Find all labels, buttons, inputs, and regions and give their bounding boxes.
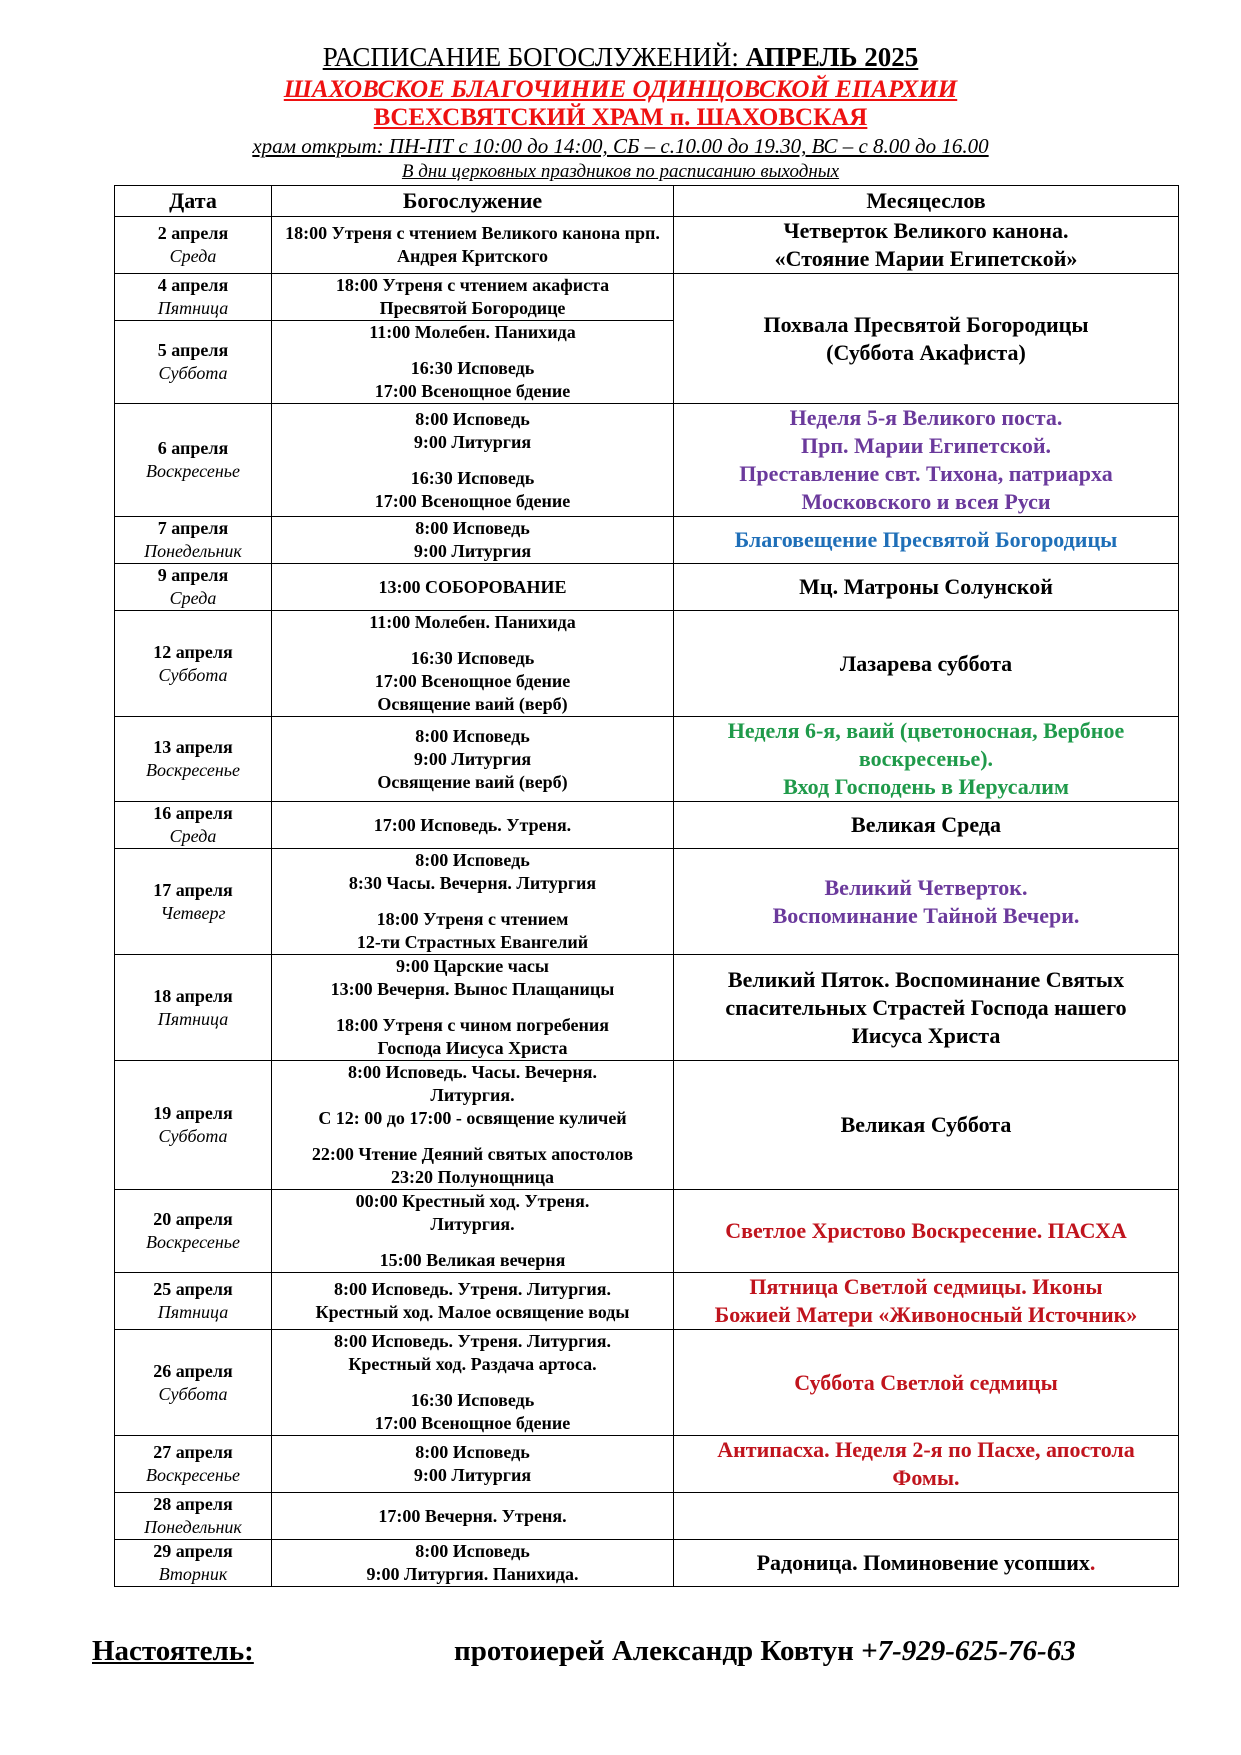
calendar-line (678, 488, 1174, 516)
service-line: 18:00 Утреня с чтением Великого канона прп. Андрея Критского (285, 223, 660, 266)
weekday-text: Вторник (158, 1564, 228, 1584)
calendar-line (678, 994, 1174, 1022)
calendar-text: Великая Среда (851, 812, 1001, 837)
column-header-service: Богослужение (272, 186, 674, 217)
date-cell (115, 1436, 272, 1493)
service-line: 8:00 Исповедь (415, 1541, 530, 1561)
rector-info (454, 1635, 1076, 1668)
calendar-line (678, 717, 1174, 745)
calendar-text: Неделя 6-я, ваий (цветоносная, Вербное (727, 718, 1125, 743)
service-line: 17:00 Всенощное бдение (374, 381, 571, 401)
date-cell (115, 611, 272, 717)
service-line: 8:00 Исповедь (415, 518, 530, 538)
calendar-line (678, 811, 1174, 839)
service-cell (272, 321, 674, 404)
date-cell (115, 517, 272, 564)
calendar-cell (674, 1273, 1179, 1330)
church-title: ВСЕХСВЯТСКИЙ ХРАМ п. ШАХОВСКАЯ (373, 104, 868, 131)
calendar-cell (674, 564, 1179, 611)
calendar-text: Великий Пяток. Воспоминание Святых (727, 966, 1125, 992)
calendar-line (678, 217, 1174, 245)
calendar-text: Фомы. (892, 1465, 960, 1490)
service-line: 8:00 Исповедь (415, 850, 530, 870)
calendar-line (678, 1022, 1174, 1050)
service-cell (272, 717, 674, 802)
date-cell (115, 1061, 272, 1190)
date-text: 9 апреля (157, 565, 229, 585)
service-line: 8:00 Исповедь. Часы. Вечерня. (347, 1062, 598, 1082)
table-row (115, 217, 1179, 274)
calendar-cell (674, 1190, 1179, 1273)
service-line: 00:00 Крестный ход. Утреня. (355, 1191, 590, 1211)
table-row (115, 955, 1179, 1061)
rector-phone: +7-929-625-76-63 (861, 1635, 1076, 1667)
weekday-text: Суббота (158, 363, 228, 383)
calendar-cell (674, 955, 1179, 1061)
service-line: 9:00 Литургия. Панихида. (366, 1564, 579, 1584)
table-row (115, 849, 1179, 955)
table-row (115, 802, 1179, 849)
date-text: 13 апреля (153, 737, 233, 757)
service-cell (272, 1273, 674, 1330)
date-text: 29 апреля (153, 1541, 233, 1561)
calendar-cell (674, 1540, 1179, 1587)
table-row (115, 1493, 1179, 1540)
date-text: 20 апреля (153, 1209, 233, 1229)
calendar-line (678, 526, 1174, 554)
table-row (115, 1436, 1179, 1493)
service-line: 8:30 Часы. Вечерня. Литургия (348, 873, 597, 893)
service-cell (272, 1493, 674, 1540)
service-line: Господа Иисуса Христа (377, 1038, 568, 1058)
table-row (115, 717, 1179, 802)
table-row (115, 1330, 1179, 1436)
calendar-text: Неделя 5-я Великого поста. (789, 405, 1063, 430)
date-text: 26 апреля (153, 1360, 233, 1381)
calendar-line (678, 902, 1174, 930)
service-line: Крестный ход. Раздача артоса. (348, 1354, 597, 1374)
calendar-line (678, 1273, 1174, 1301)
service-line: 9:00 Царские часы (396, 956, 549, 976)
calendar-cell (674, 517, 1179, 564)
schedule-body (115, 217, 1179, 1587)
date-cell (115, 1540, 272, 1587)
date-cell (115, 1493, 272, 1540)
rector-name: протоиерей Александр Ковтун (454, 1635, 862, 1667)
date-text: 17 апреля (153, 879, 233, 900)
date-cell (115, 955, 272, 1061)
date-text: 7 апреля (157, 518, 229, 538)
service-line: 16:30 Исповедь (410, 358, 535, 378)
calendar-line (678, 1436, 1174, 1464)
date-cell (115, 1273, 272, 1330)
calendar-cell (674, 802, 1179, 849)
service-cell (272, 611, 674, 717)
calendar-text: Божией Матери «Живоносный Источник» (714, 1302, 1138, 1327)
service-line: 9:00 Литургия (413, 1465, 532, 1485)
service-line: 8:00 Исповедь. Утреня. Литургия. (333, 1279, 612, 1299)
deanery-title: ШАХОВСКОЕ БЛАГОЧИНИЕ ОДИНЦОВСКОЙ ЕПАРХИИ (283, 76, 958, 103)
calendar-cell (674, 611, 1179, 717)
date-cell (115, 404, 272, 517)
weekday-text: Среда (169, 826, 217, 846)
service-line: 17:00 Всенощное бдение (374, 1413, 571, 1433)
calendar-text: Лазарева суббота (839, 650, 1013, 676)
calendar-text: Светлое Христово Воскресение. ПАСХА (725, 1218, 1127, 1243)
service-line: 9:00 Литургия (413, 748, 532, 769)
service-cell (272, 802, 674, 849)
service-cell (272, 517, 674, 564)
calendar-text: Антипасха. Неделя 2-я по Пасхе, апостола (717, 1437, 1135, 1462)
weekday-text: Понедельник (144, 1517, 242, 1537)
calendar-text: Благовещение Пресвятой Богородицы (734, 527, 1118, 552)
service-cell (272, 274, 674, 321)
calendar-cell (674, 1330, 1179, 1436)
service-line: 16:30 Исповедь (410, 1390, 535, 1410)
date-text: 28 апреля (153, 1494, 233, 1514)
service-line: 12-ти Страстных Евангелий (356, 932, 589, 952)
calendar-text: Воспоминание Тайной Вечери. (772, 902, 1080, 928)
date-text: 25 апреля (153, 1279, 233, 1299)
calendar-cell (674, 274, 1179, 404)
service-cell (272, 1436, 674, 1493)
weekday-text: Суббота (158, 1126, 228, 1146)
service-cell (272, 217, 674, 274)
calendar-line (678, 1111, 1174, 1139)
service-line: 16:30 Исповедь (410, 467, 535, 488)
calendar-line (678, 573, 1174, 601)
weekday-text: Пятница (157, 298, 229, 318)
service-cell (272, 1540, 674, 1587)
calendar-text: Мц. Матроны Солунской (799, 574, 1053, 599)
date-text: 2 апреля (157, 223, 229, 243)
table-header-row (115, 186, 1179, 217)
service-cell (272, 404, 674, 517)
service-line: 11:00 Молебен. Панихида (369, 612, 576, 632)
calendar-text: «Стояние Марии Египетской» (774, 246, 1078, 271)
service-line: 8:00 Исповедь (415, 1442, 530, 1462)
service-line: Литургия. (430, 1214, 515, 1234)
service-line: 11:00 Молебен. Панихида (369, 322, 576, 342)
calendar-line (678, 245, 1174, 273)
calendar-line (678, 339, 1174, 367)
calendar-suffix: . (1089, 1550, 1096, 1575)
calendar-cell (674, 717, 1179, 802)
date-cell (115, 1190, 272, 1273)
service-line: 13:00 Вечерня. Вынос Плащаницы (330, 979, 615, 999)
table-row (115, 564, 1179, 611)
calendar-line (678, 1549, 1174, 1577)
calendar-text: Пятница Светлой седмицы. Иконы (749, 1274, 1103, 1299)
date-cell (115, 1330, 272, 1436)
column-header-calendar: Месяцеслов (674, 186, 1179, 217)
table-row (115, 517, 1179, 564)
calendar-line (678, 404, 1174, 432)
calendar-text: Четверток Великого канона. (783, 218, 1069, 243)
service-line: Литургия. (430, 1085, 515, 1105)
date-text: 4 апреля (157, 275, 229, 295)
date-text: 27 апреля (153, 1442, 233, 1462)
weekday-text: Среда (169, 246, 217, 266)
service-line: Пресвятой Богородице (379, 298, 566, 318)
service-cell (272, 849, 674, 955)
date-text: 12 апреля (153, 641, 233, 662)
calendar-line (678, 1301, 1174, 1329)
service-line: С 12: 00 до 17:00 - освящение куличей (318, 1108, 627, 1128)
service-line: 9:00 Литургия (413, 431, 532, 452)
table-row (115, 1540, 1179, 1587)
weekday-text: Среда (169, 588, 217, 608)
calendar-line (678, 311, 1174, 339)
service-cell (272, 1061, 674, 1190)
date-cell (115, 217, 272, 274)
date-text: 19 апреля (153, 1103, 233, 1123)
date-cell (115, 849, 272, 955)
service-cell (272, 955, 674, 1061)
calendar-cell (674, 1061, 1179, 1190)
weekday-text: Суббота (158, 664, 228, 685)
calendar-text: Иисуса Христа (851, 1022, 1001, 1048)
calendar-cell (674, 849, 1179, 955)
table-row (115, 611, 1179, 717)
table-row (115, 404, 1179, 517)
calendar-line (678, 1369, 1174, 1397)
table-row (115, 274, 1179, 321)
calendar-line (678, 773, 1174, 801)
calendar-line (678, 966, 1174, 994)
weekday-text: Суббота (158, 1383, 228, 1404)
page-title: РАСПИСАНИЕ БОГОСЛУЖЕНИЙ: АПРЕЛЬ 2025 (322, 42, 919, 72)
table-row (115, 1061, 1179, 1190)
service-line: 22:00 Чтение Деяний святых апостолов (311, 1144, 634, 1164)
service-line: Освящение ваий (верб) (377, 694, 568, 714)
date-cell (115, 717, 272, 802)
service-cell (272, 1190, 674, 1273)
service-line: 18:00 Утреня с чтением (376, 909, 569, 929)
weekday-text: Понедельник (144, 541, 242, 561)
service-line: 17:00 Всенощное бдение (374, 671, 571, 691)
date-cell (115, 274, 272, 321)
calendar-text: Великая Суббота (840, 1112, 1012, 1137)
service-line: 13:00 СОБОРОВАНИЕ (378, 576, 567, 597)
calendar-cell (674, 217, 1179, 274)
calendar-text: Похвала Пресвятой Богородицы (763, 311, 1089, 337)
date-text: 5 апреля (157, 340, 229, 360)
calendar-text: Суббота Светлой седмицы (794, 1369, 1058, 1395)
weekday-text: Воскресенье (145, 760, 240, 780)
service-line: 18:00 Утреня с чтением акафиста (335, 275, 610, 295)
calendar-cell (674, 404, 1179, 517)
service-line: 23:20 Полунощница (390, 1167, 555, 1187)
service-line: 17:00 Вечерня. Утреня. (378, 1505, 567, 1526)
service-line: 17:00 Всенощное бдение (374, 490, 571, 511)
calendar-line (678, 1464, 1174, 1492)
service-cell (272, 564, 674, 611)
service-line: 8:00 Исповедь. Утреня. Литургия. (333, 1331, 612, 1351)
calendar-text: Радоница. Поминовение усопших (756, 1550, 1090, 1575)
opening-hours: храм открыт: ПН-ПТ с 10:00 до 14:00, СБ – с.10.00 до 19.30, ВС – с 8.00 до 16.00 (252, 134, 989, 158)
date-cell (115, 564, 272, 611)
rector-label: Настоятель: (92, 1635, 254, 1667)
weekday-text: Четверг (160, 902, 226, 923)
service-line: 17:00 Исповедь. Утреня. (373, 814, 572, 835)
calendar-line (678, 432, 1174, 460)
calendar-line (678, 650, 1174, 678)
calendar-text: спасительных Страстей Господа нашего (725, 994, 1127, 1020)
date-text: 6 апреля (157, 438, 229, 458)
date-cell (115, 321, 272, 404)
calendar-line (678, 745, 1174, 773)
calendar-text: Великий Четверток. (824, 874, 1028, 900)
calendar-cell (674, 1493, 1179, 1540)
weekday-text: Пятница (157, 1302, 229, 1322)
service-line: 16:30 Исповедь (410, 648, 535, 668)
calendar-text: Преставление свт. Тихона, патриарха (739, 461, 1113, 486)
date-text: 18 апреля (153, 985, 233, 1006)
calendar-text: Вход Господень в Иерусалим (783, 774, 1069, 799)
service-line: 8:00 Исповедь (415, 408, 530, 429)
calendar-line (678, 1217, 1174, 1245)
weekday-text: Пятница (157, 1008, 229, 1029)
weekday-text: Воскресенье (145, 1232, 240, 1252)
table-row (115, 1190, 1179, 1273)
service-line: Освящение ваий (верб) (377, 771, 568, 792)
calendar-line (678, 874, 1174, 902)
date-text: 16 апреля (153, 803, 233, 823)
weekday-text: Воскресенье (145, 461, 240, 481)
calendar-text: Прп. Марии Египетской. (800, 433, 1052, 458)
calendar-text: Московского и всея Руси (801, 489, 1051, 514)
calendar-text: (Суббота Акафиста) (826, 339, 1026, 365)
holiday-note: В дни церковных праздников по расписанию выходных (401, 161, 840, 182)
service-cell (272, 1330, 674, 1436)
calendar-line (678, 460, 1174, 488)
date-cell (115, 802, 272, 849)
service-line: 8:00 Исповедь (415, 725, 530, 746)
schedule-table (114, 185, 1179, 1587)
service-line: 15:00 Великая вечерня (379, 1250, 566, 1270)
calendar-text: воскресенье). (858, 746, 994, 771)
service-line: Крестный ход. Малое освящение воды (315, 1302, 630, 1322)
service-line: 18:00 Утреня с чином погребения (336, 1015, 609, 1035)
service-line: 9:00 Литургия (413, 541, 532, 561)
calendar-cell (674, 1436, 1179, 1493)
weekday-text: Воскресенье (145, 1465, 240, 1485)
column-header-date: Дата (115, 186, 272, 217)
table-row (115, 1273, 1179, 1330)
